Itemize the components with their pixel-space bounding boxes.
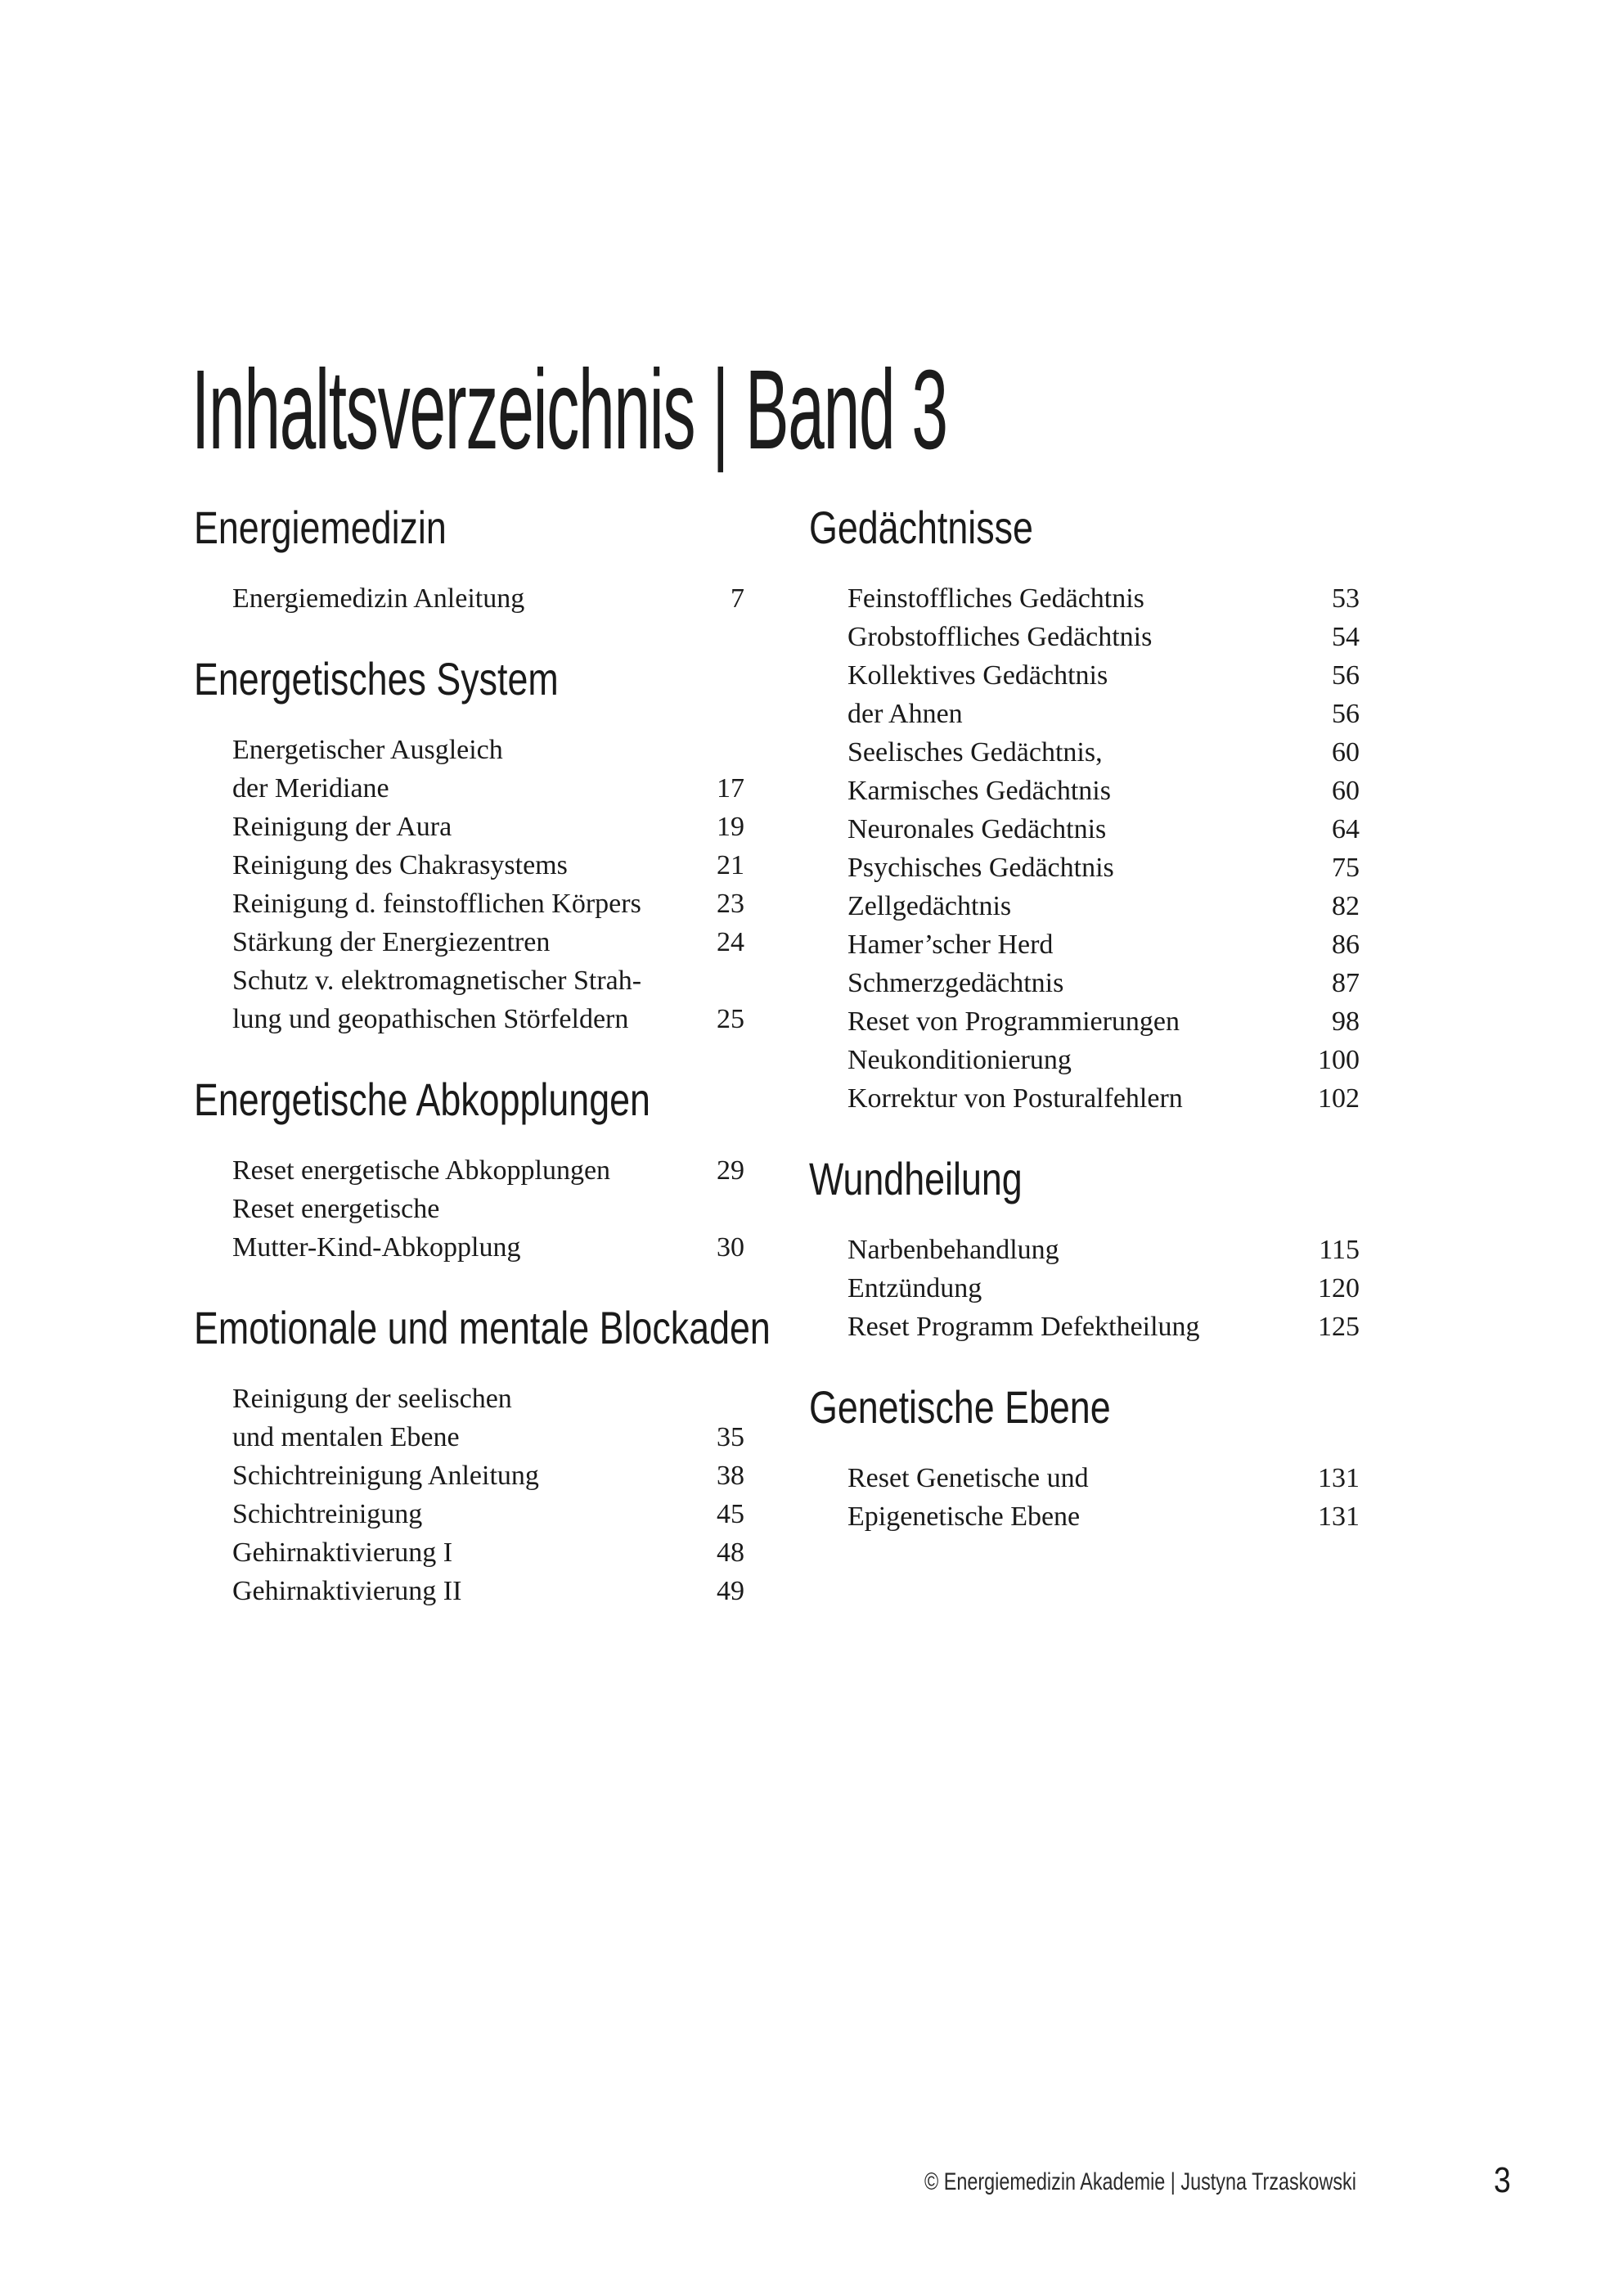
toc-entry[interactable] xyxy=(847,849,1360,887)
toc-entry[interactable] xyxy=(847,618,1360,656)
entry-label: Feinstoffliches Gedächtnis xyxy=(847,583,1144,614)
entry-page-number: 100 xyxy=(1318,1045,1360,1075)
toc-entry[interactable] xyxy=(847,887,1360,925)
section-entries xyxy=(232,579,744,618)
entry-page-number: 35 xyxy=(717,1422,744,1452)
toc-right-column xyxy=(809,499,1365,1569)
entry-page-number: 56 xyxy=(1332,699,1360,729)
entry-label: Narbenbehandlung xyxy=(847,1235,1059,1265)
entry-page-number: 131 xyxy=(1318,1463,1360,1493)
toc-entry[interactable] xyxy=(232,885,744,923)
section-entries xyxy=(847,1231,1360,1346)
toc-entry[interactable] xyxy=(232,1495,744,1533)
entry-page-number: 21 xyxy=(717,850,744,880)
entry-label: Epigenetische Ebene xyxy=(847,1501,1081,1532)
entry-page-number: 25 xyxy=(717,1004,744,1034)
entry-page-number: 19 xyxy=(717,812,744,842)
entry-label: Seelisches Gedächtnis, xyxy=(847,737,1103,768)
toc-entry[interactable] xyxy=(232,1572,744,1610)
toc-entry[interactable] xyxy=(847,925,1360,964)
entry-page-number: 49 xyxy=(717,1576,744,1606)
toc-entry[interactable] xyxy=(232,923,744,961)
entry-label: Schichtreinigung xyxy=(232,1499,423,1529)
entry-page-number: 23 xyxy=(717,889,744,919)
toc-entry[interactable] xyxy=(232,1190,744,1228)
entry-page-number: 87 xyxy=(1332,968,1360,998)
toc-entry[interactable] xyxy=(847,1002,1360,1041)
toc-entry[interactable] xyxy=(847,1269,1360,1308)
entry-label: Reset energetische Abkopplungen xyxy=(232,1155,611,1186)
toc-entry[interactable] xyxy=(847,695,1360,733)
entry-label: Reset von Programmierungen xyxy=(847,1006,1180,1037)
section-heading: Gedächtnisse xyxy=(809,502,1033,553)
entry-page-number: 29 xyxy=(717,1155,744,1186)
entry-page-number: 24 xyxy=(717,927,744,957)
toc-entry[interactable] xyxy=(232,1456,744,1495)
toc-entry[interactable] xyxy=(847,1497,1360,1536)
entry-page-number: 82 xyxy=(1332,891,1360,921)
toc-entry[interactable] xyxy=(847,656,1360,695)
toc-entry[interactable] xyxy=(847,1231,1360,1269)
toc-entry[interactable] xyxy=(232,1533,744,1572)
entry-page-number: 120 xyxy=(1318,1273,1360,1303)
entry-label: Energiemedizin Anleitung xyxy=(232,583,525,614)
entry-label: Karmisches Gedächtnis xyxy=(847,776,1111,806)
entry-label: Neuronales Gedächtnis xyxy=(847,814,1107,844)
toc-entry[interactable] xyxy=(232,961,744,1000)
entry-label: Schmerzgedächtnis xyxy=(847,968,1064,998)
section-entries xyxy=(847,579,1360,1118)
toc-section xyxy=(809,1150,1365,1346)
toc-entry[interactable] xyxy=(847,964,1360,1002)
section-entries xyxy=(847,1459,1360,1536)
entry-label: Entzündung xyxy=(847,1273,982,1303)
entry-label: Reinigung d. feinstofflichen Körpers xyxy=(232,889,641,919)
entry-label: Mutter-Kind-Abkopplung xyxy=(232,1232,521,1263)
toc-entry[interactable] xyxy=(232,846,744,885)
entry-page-number: 60 xyxy=(1332,776,1360,806)
entry-page-number: 56 xyxy=(1332,660,1360,691)
entry-label: Gehirnaktivierung II xyxy=(232,1576,462,1606)
entry-label: Grobstoffliches Gedächtnis xyxy=(847,622,1153,652)
section-heading: Energetische Abkopplungen xyxy=(194,1074,650,1125)
toc-entry[interactable] xyxy=(847,733,1360,772)
entry-page-number: 115 xyxy=(1319,1235,1360,1265)
toc-entry[interactable] xyxy=(847,1459,1360,1497)
section-heading: Emotionale und mentale Blockaden xyxy=(194,1302,771,1353)
entry-label: lung und geopathischen Störfeldern xyxy=(232,1004,629,1034)
entry-label: Reset Programm Defektheilung xyxy=(847,1312,1200,1342)
toc-section xyxy=(809,1379,1365,1536)
section-heading: Wundheilung xyxy=(809,1153,1023,1204)
entry-label: Reinigung der seelischen xyxy=(232,1384,512,1414)
entry-label: Zellgedächtnis xyxy=(847,891,1012,921)
entry-label: Hamer’scher Herd xyxy=(847,930,1054,960)
section-entries xyxy=(232,731,744,1038)
section-heading: Energetisches System xyxy=(194,653,559,705)
entry-page-number: 102 xyxy=(1318,1083,1360,1114)
entry-label: Reinigung der Aura xyxy=(232,812,452,842)
entry-page-number: 7 xyxy=(731,583,744,614)
footer-credit: © Energiemedizin Akademie | Justyna Trzaskowski xyxy=(924,2168,1356,2195)
entry-label: Reset Genetische und xyxy=(847,1463,1089,1493)
toc-section xyxy=(194,1299,771,1610)
toc-entry[interactable] xyxy=(232,1151,744,1190)
entry-page-number: 30 xyxy=(717,1232,744,1263)
toc-section xyxy=(809,499,1365,1118)
entry-label: der Ahnen xyxy=(847,699,963,729)
entry-page-number: 45 xyxy=(717,1499,744,1529)
toc-entry[interactable] xyxy=(232,1228,744,1267)
entry-page-number: 54 xyxy=(1332,622,1360,652)
section-heading: Energiemedizin xyxy=(194,502,447,553)
page-number: 3 xyxy=(1494,2160,1511,2200)
toc-left-column xyxy=(194,499,771,1643)
entry-page-number: 125 xyxy=(1318,1312,1360,1342)
entry-page-number: 60 xyxy=(1332,737,1360,768)
entry-page-number: 38 xyxy=(717,1461,744,1491)
toc-entry[interactable] xyxy=(232,769,744,808)
entry-page-number: 75 xyxy=(1332,853,1360,883)
entry-label: Korrektur von Posturalfehlern xyxy=(847,1083,1183,1114)
toc-entry[interactable] xyxy=(847,772,1360,810)
entry-label: Gehirnaktivierung I xyxy=(232,1537,453,1568)
entry-page-number: 131 xyxy=(1318,1501,1360,1532)
entry-label: Neukonditionierung xyxy=(847,1045,1072,1075)
toc-entry[interactable] xyxy=(847,1041,1360,1079)
toc-section xyxy=(194,1071,750,1267)
toc-entry[interactable] xyxy=(847,1308,1360,1346)
toc-entry[interactable] xyxy=(232,1000,744,1038)
section-heading: Genetische Ebene xyxy=(809,1381,1111,1433)
section-entries xyxy=(232,1380,744,1610)
entry-label: Reset energetische xyxy=(232,1194,440,1224)
entry-label: der Meridiane xyxy=(232,773,389,804)
page-title: Inhaltsverzeichnis | Band 3 xyxy=(191,347,947,474)
toc-entry[interactable] xyxy=(232,1418,744,1456)
entry-page-number: 48 xyxy=(717,1537,744,1568)
toc-entry[interactable] xyxy=(232,579,744,618)
entry-label: und mentalen Ebene xyxy=(232,1422,460,1452)
toc-entry[interactable] xyxy=(847,1079,1360,1118)
entry-label: Schutz v. elektromagnetischer Strah- xyxy=(232,966,642,996)
entry-label: Energetischer Ausgleich xyxy=(232,735,503,765)
entry-page-number: 98 xyxy=(1332,1006,1360,1037)
entry-page-number: 86 xyxy=(1332,930,1360,960)
toc-entry[interactable] xyxy=(232,731,744,769)
toc-section xyxy=(194,499,750,618)
toc-entry[interactable] xyxy=(232,808,744,846)
toc-entry[interactable] xyxy=(847,810,1360,849)
entry-page-number: 17 xyxy=(717,773,744,804)
entry-label: Kollektives Gedächtnis xyxy=(847,660,1108,691)
toc-entry[interactable] xyxy=(847,579,1360,618)
toc-entry[interactable] xyxy=(232,1380,744,1418)
section-entries xyxy=(232,1151,744,1267)
entry-page-number: 53 xyxy=(1332,583,1360,614)
entry-page-number: 64 xyxy=(1332,814,1360,844)
entry-label: Reinigung des Chakrasystems xyxy=(232,850,568,880)
toc-section xyxy=(194,651,750,1038)
entry-label: Stärkung der Energiezentren xyxy=(232,927,551,957)
entry-label: Schichtreinigung Anleitung xyxy=(232,1461,539,1491)
entry-label: Psychisches Gedächtnis xyxy=(847,853,1114,883)
